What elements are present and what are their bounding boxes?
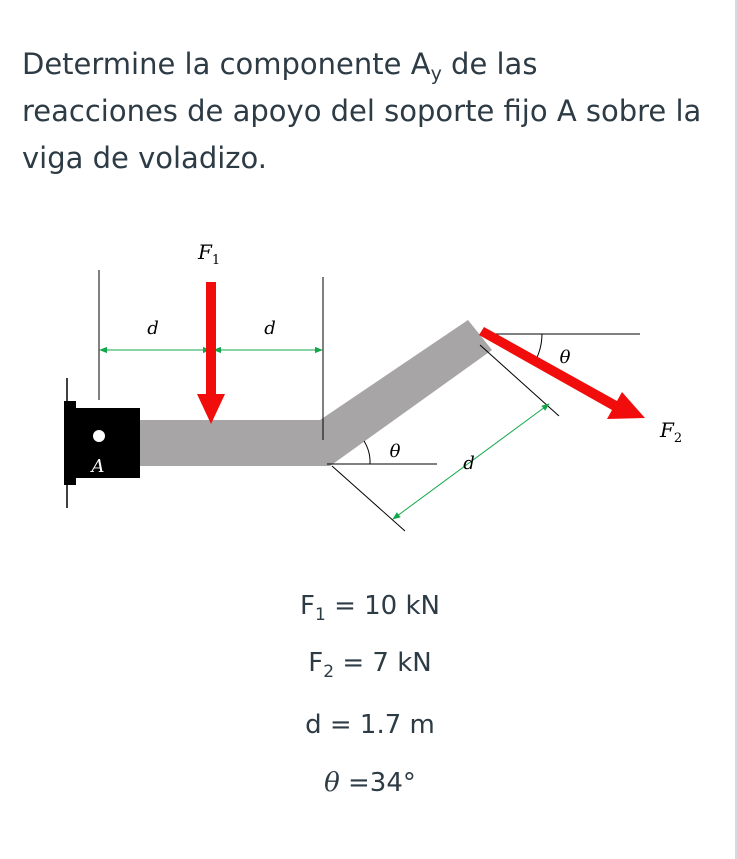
question-subscript: y <box>430 63 442 85</box>
support-point-A <box>93 430 105 442</box>
support-label-A: A <box>91 456 105 477</box>
dimension-d-label-1: d <box>147 318 159 339</box>
force-f1-arrowhead <box>197 394 225 424</box>
given-f2: $F_2 = 7$ kN <box>308 648 432 682</box>
angle-arc-lower <box>364 441 370 464</box>
question-part2: de las reacciones de apoyo del soporte fijo A sobre la viga de voladizo. <box>22 47 702 175</box>
angle-label-upper: θ <box>559 347 571 368</box>
force-f2-label: $F_2$ <box>660 418 683 446</box>
dimension-d-label-2: d <box>264 318 276 339</box>
force-f1-shaft <box>206 282 216 396</box>
given-d: d = 1.7 m <box>305 710 435 740</box>
extension-line-diag-lower <box>332 466 405 531</box>
question-part1: Determine la componente A <box>22 47 431 81</box>
force-f1-label: $F_1$ <box>198 240 221 268</box>
force-f2-arrow <box>479 327 645 419</box>
given-theta: θ =34° <box>324 768 416 798</box>
cantilever-beam <box>140 320 492 466</box>
angle-label-lower: θ <box>389 441 401 462</box>
dimension-d-label-inclined: d <box>463 453 475 474</box>
given-f1: $F_1 = 10$ kN <box>300 591 440 625</box>
